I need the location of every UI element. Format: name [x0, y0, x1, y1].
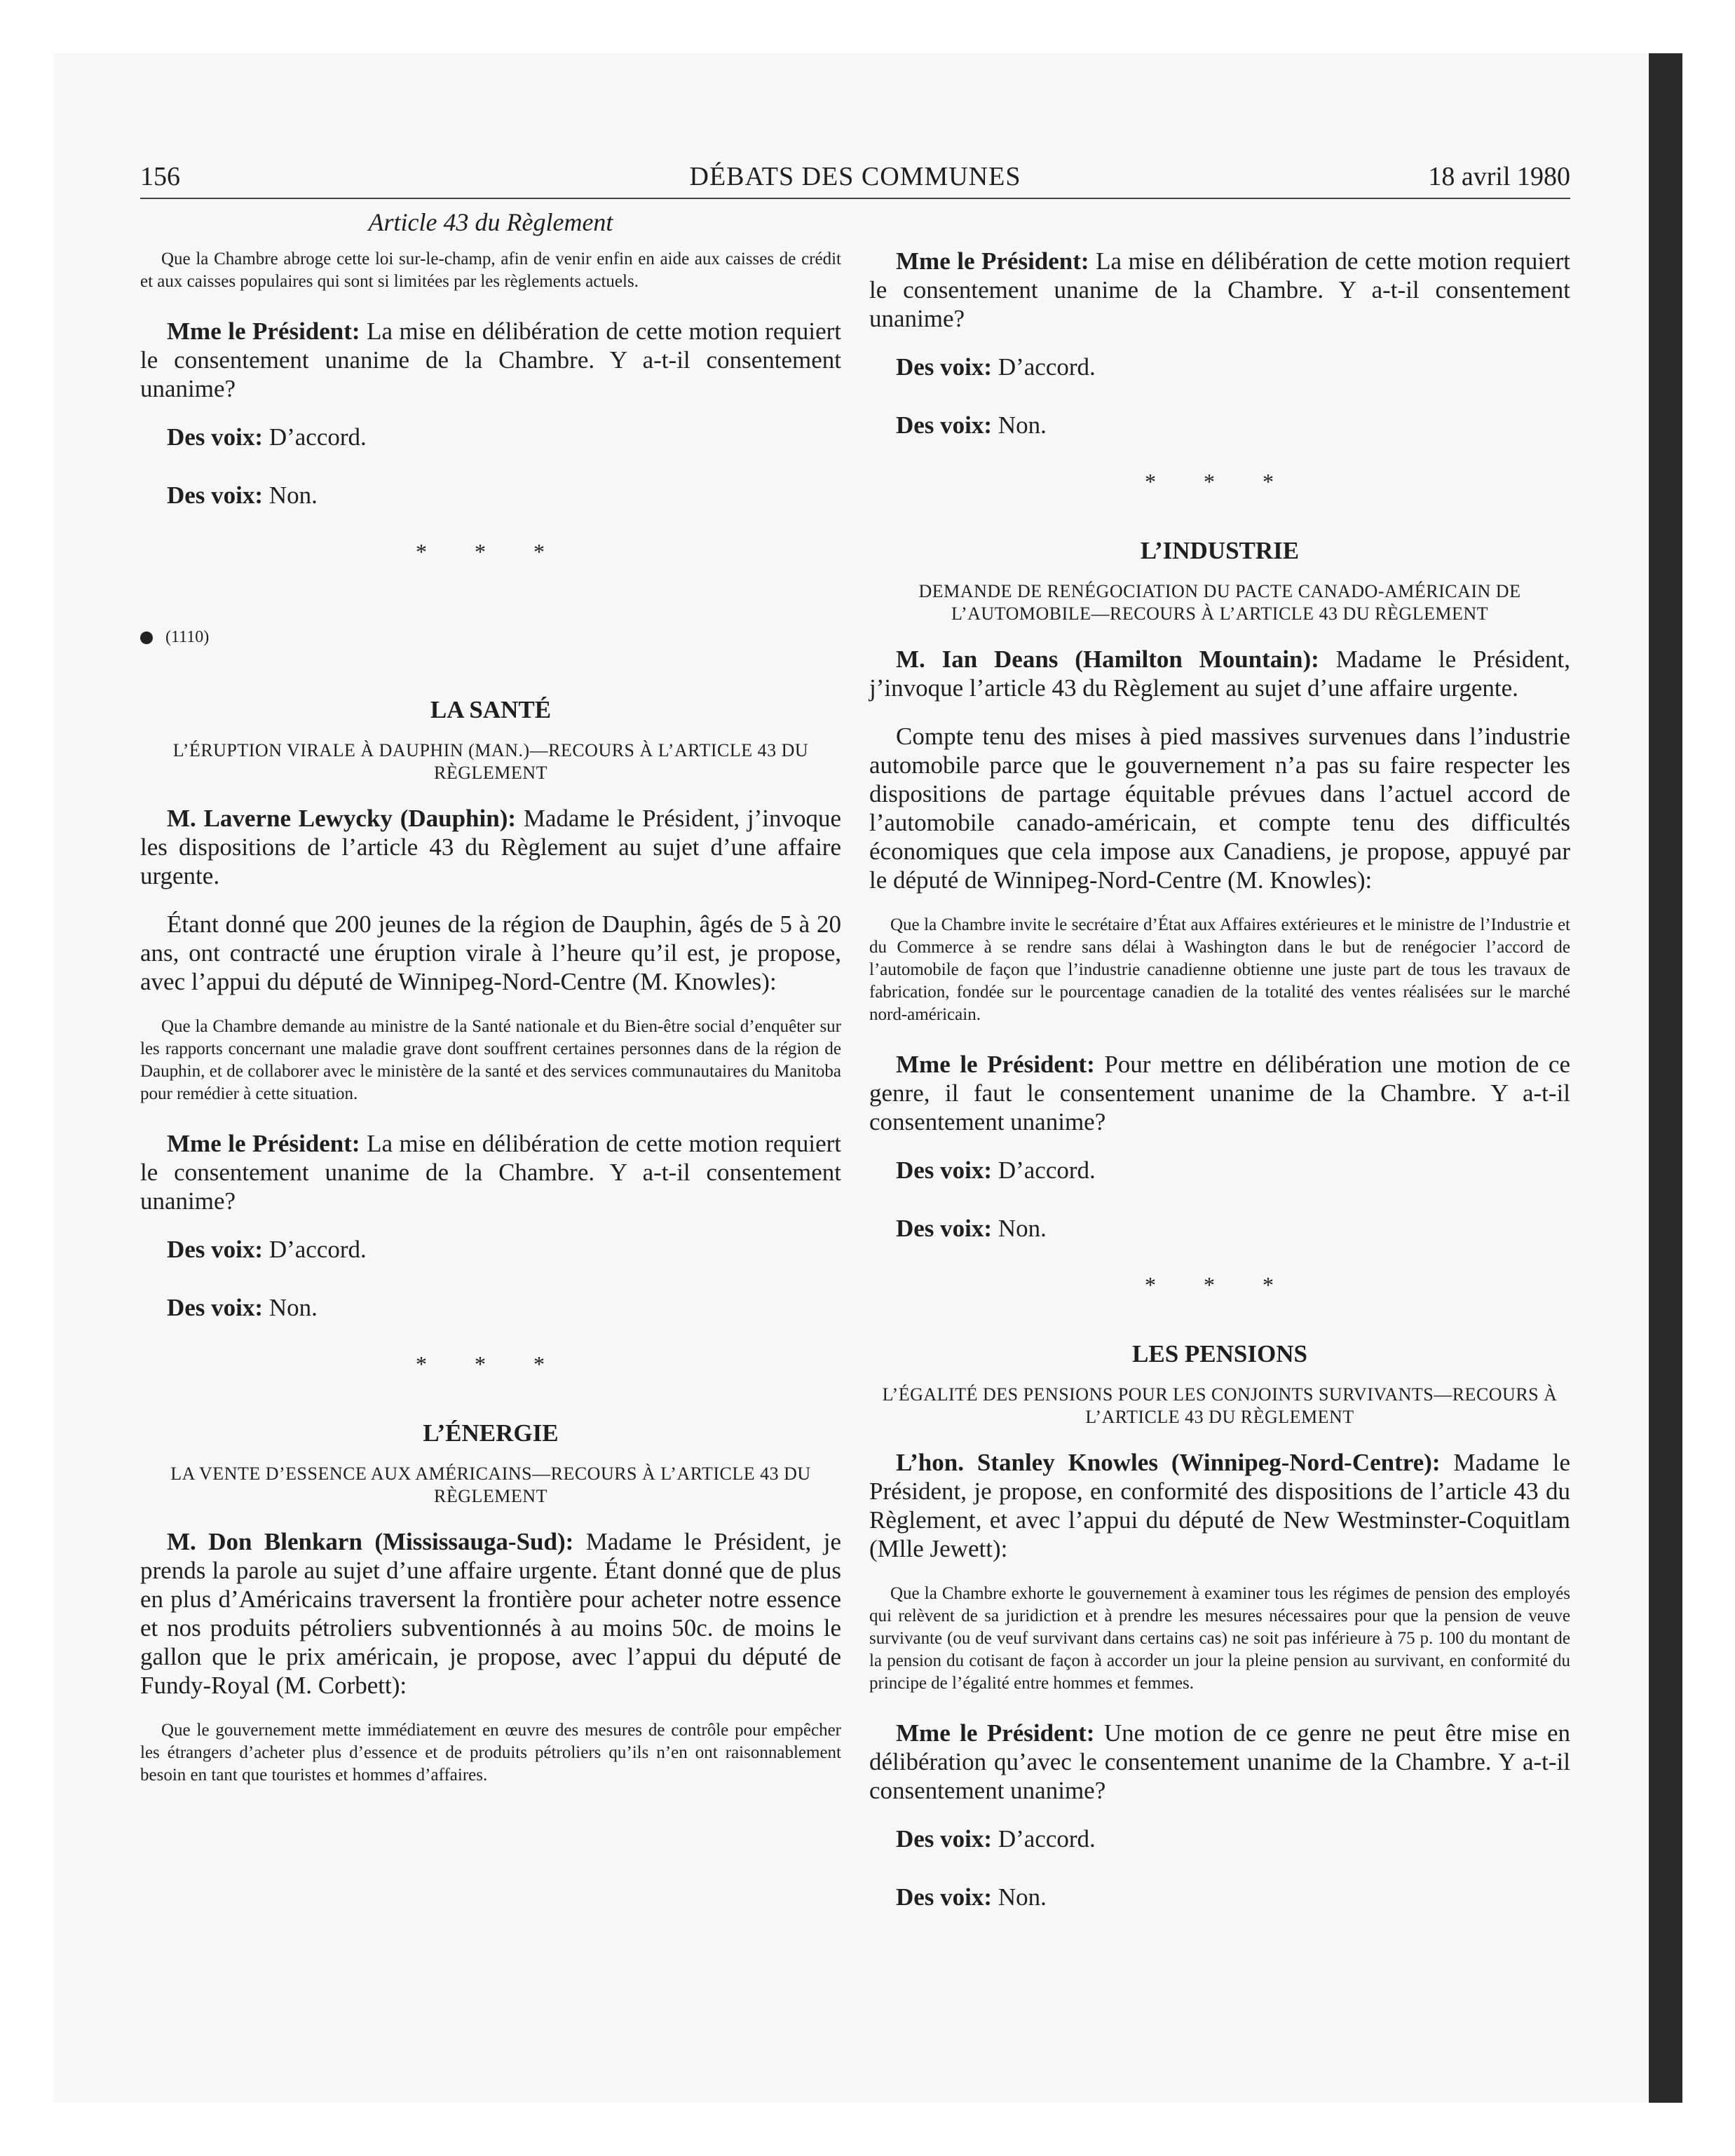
- speech-paragraph: [869, 645, 1570, 702]
- speech-text: La mise en délibération de cette motion requiert le consentement unanime de la Chambre. Y a-t-il consentement unanime?: [869, 247, 1571, 332]
- speaker-name: Des voix:: [167, 482, 264, 509]
- speaker-name: M. Laverne Lewycky (Dauphin):: [167, 805, 517, 832]
- section-subheading: L’ÉGALITÉ DES PENSIONS POUR LES CONJOINTS SURVIVANTS—RECOURS À L’ARTICLE 43 DU RÈGLEMENT: [882, 1384, 1558, 1427]
- speaker-name: Des voix:: [896, 1157, 993, 1184]
- speaker-name: Mme le Président:: [167, 318, 360, 345]
- voices-text: Non.: [268, 482, 318, 509]
- speaker-name: L’hon. Stanley Knowles (Winnipeg-Nord-Centre):: [896, 1449, 1441, 1476]
- page-date: 18 avril 1980: [1428, 162, 1570, 191]
- voices-line: [869, 1214, 1570, 1243]
- speech-text: La mise en délibération de cette motion requiert le consentement unanime de la Chambre. Y a-t-il consentement unanime?: [140, 318, 842, 402]
- voices-line: [869, 1824, 1570, 1853]
- speaker-name: Des voix:: [167, 1236, 264, 1263]
- section-heading: L’INDUSTRIE: [1140, 537, 1300, 564]
- speaker-name: Des voix:: [896, 1883, 993, 1911]
- speaker-name: Des voix:: [896, 411, 993, 439]
- timestamp: [140, 628, 841, 647]
- speaker-name: Des voix:: [167, 1294, 264, 1321]
- speaker-name: Des voix:: [896, 353, 993, 381]
- section-subheading: DEMANDE DE RENÉGOCIATION DU PACTE CANADO-AMÉRICAIN DE L’AUTOMOBILE—RECOURS À L’ARTICLE 43 DU RÈGLEMENT: [918, 581, 1521, 624]
- right-column: [869, 207, 1570, 1941]
- voices-text: D’accord.: [998, 1157, 1096, 1184]
- speaker-name: Des voix:: [896, 1825, 993, 1853]
- speaker-name: Mme le Président:: [896, 1719, 1095, 1747]
- motion-text: Que la Chambre demande au ministre de la Santé nationale et du Bien-être social d’enquêter sur les rapports concernant une maladie grave dont souffrent certaines personnes dans de la région de Dauphin, et de collaborer avec le ministère de la santé et des services communautaires du Manitoba pour remédier à cette situation.: [140, 1017, 841, 1103]
- section-heading: LA SANTÉ: [430, 696, 552, 723]
- binding-edge: [1649, 53, 1682, 2103]
- speech-text: Madame le Président, j’invoque les dispositions de l’article 43 du Règlement au sujet d’une affaire urgente.: [140, 805, 842, 889]
- voices-line: [140, 423, 841, 451]
- speech-text: Madame le Président, je prends la parole au sujet d’une affaire urgente. Étant donné que de plus en plus d’Américains traversent la frontière pour acheter notre essence et nos produits pétroliers subventionnés à au moins 50c. de moins le gallon que le prix américain, je propose, avec l’appui du député de Fundy-Royal (M. Corbett):: [140, 1528, 841, 1699]
- voices-text: Non.: [998, 1883, 1047, 1911]
- speech-paragraph: [869, 1719, 1570, 1805]
- section-subheading: L’ÉRUPTION VIRALE À DAUPHIN (MAN.)—RECOURS À L’ARTICLE 43 DU RÈGLEMENT: [172, 740, 809, 783]
- speech-paragraph: Compte tenu des mises à pied massives survenues dans l’industrie automobile parce que le gouvernement n’a pas su faire respecter les dispositions de partage équitable prévues dans l’actuel accord de l’automobile canado-américain, et compte tenu des difficultés économiques que cela impose aux Canadiens, je propose, appuyé par le député de Winnipeg-Nord-Centre (M. Knowles):: [869, 723, 1570, 894]
- speaker-name: Mme le Président:: [896, 1051, 1095, 1078]
- voices-line: [869, 411, 1570, 439]
- voices-text: D’accord.: [998, 1825, 1096, 1853]
- voices-text: D’accord.: [998, 353, 1096, 381]
- rule-title: Article 43 du Règlement: [368, 208, 613, 236]
- speech-text: La mise en délibération de cette motion requiert le consentement unanime de la Chambre. Y a-t-il consentement unanime?: [140, 1130, 842, 1215]
- voices-line: [140, 481, 841, 510]
- motion-text: Que la Chambre invite le secrétaire d’État aux Affaires extérieures et le ministre de l’Industrie et du Commerce à se rendre sans délai à Washington dans le but de renégocier l’accord de l’automobile de façon que l’industrie canadienne obtienne une juste part de tous les travaux de fabrication, fondée sur le pourcentage canadien de la totalité des ventes réalisées sur le marché nord-américain.: [869, 915, 1570, 1024]
- section-subheading: LA VENTE D’ESSENCE AUX AMÉRICAINS—RECOURS À L’ARTICLE 43 DU RÈGLEMENT: [170, 1464, 811, 1506]
- page-number: 156: [140, 162, 180, 191]
- voices-line: [869, 1156, 1570, 1185]
- section-heading: L’ÉNERGIE: [423, 1419, 559, 1447]
- section-separator: * * *: [1145, 1272, 1295, 1297]
- section-separator: * * *: [1145, 469, 1295, 494]
- speech-paragraph: [140, 1527, 841, 1700]
- motion-text: Que la Chambre abroge cette loi sur-le-champ, afin de venir enfin en aide aux caisses de crédit et aux caisses populaires qui sont si limitées par les règlements actuels.: [140, 250, 841, 291]
- page-header: [140, 158, 1570, 199]
- speaker-name: Mme le Président:: [167, 1130, 360, 1157]
- speech-paragraph: [140, 1129, 841, 1215]
- publication-title: DÉBATS DES COMMUNES: [689, 162, 1021, 191]
- speech-paragraph: [140, 317, 841, 403]
- motion-text: Que le gouvernement mette immédiatement en œuvre des mesures de contrôle pour empêcher les étrangers d’acheter plus d’essence et de produits pétroliers qu’ils n’en ont raisonnablement besoin en tant que touristes et hommes d’affaires.: [140, 1721, 841, 1785]
- voices-text: D’accord.: [268, 423, 367, 451]
- section-heading: LES PENSIONS: [1132, 1340, 1307, 1367]
- speaker-name: M. Don Blenkarn (Mississauga-Sud):: [167, 1528, 574, 1555]
- voices-line: [869, 1883, 1570, 1911]
- voices-text: D’accord.: [268, 1236, 367, 1263]
- speaker-name: M. Ian Deans (Hamilton Mountain):: [896, 646, 1319, 673]
- speech-paragraph: [869, 247, 1570, 333]
- voices-line: [140, 1293, 841, 1322]
- section-separator: * * *: [416, 539, 566, 564]
- voices-text: Non.: [268, 1294, 318, 1321]
- speech-text: Madame le Président, je propose, en conformité des dispositions de l’article 43 du Règlement, et avec l’appui du député de New Westminster-Coquitlam (Mlle Jewett):: [869, 1449, 1570, 1562]
- speaker-name: Des voix:: [896, 1215, 993, 1242]
- bullet-icon: [140, 632, 153, 644]
- speech-paragraph: [869, 1448, 1570, 1563]
- speech-paragraph: [140, 804, 841, 890]
- left-column: [140, 207, 841, 1810]
- speech-paragraph: Étant donné que 200 jeunes de la région de Dauphin, âgés de 5 à 20 ans, ont contracté une éruption virale à l’heure qu’il est, je propose, avec l’appui du député de Winnipeg-Nord-Centre (M. Knowles):: [140, 910, 841, 995]
- speech-text: Madame le Président, j’invoque l’article 43 du Règlement au sujet d’une affaire urgente.: [869, 646, 1570, 702]
- section-separator: * * *: [416, 1351, 566, 1377]
- voices-line: [869, 353, 1570, 381]
- voices-text: Non.: [998, 411, 1047, 439]
- voices-text: Non.: [998, 1215, 1047, 1242]
- speaker-name: Mme le Président:: [896, 247, 1089, 275]
- timestamp-text: (1110): [165, 628, 210, 646]
- motion-text: Que la Chambre exhorte le gouvernement à examiner tous les régimes de pension des employés qui relèvent de sa juridiction et à prendre les mesures nécessaires pour que la pension de veuve survivante (ou de veuf survivant dans certains cas) ne soit pas inférieure à 75 p. 100 du montant de la pension du cotisant de façon à accorder un jour la pleine pension au survivant, en conformité du principe de l’égalité entre hommes et femmes.: [869, 1584, 1570, 1693]
- speaker-name: Des voix:: [167, 423, 264, 451]
- voices-line: [140, 1235, 841, 1264]
- speech-paragraph: [869, 1050, 1570, 1136]
- speech-text: Pour mettre en délibération une motion de ce genre, il faut le consentement unanime de la Chambre. Y a-t-il consentement unanime?: [869, 1051, 1570, 1135]
- speech-text: Une motion de ce genre ne peut être mise en délibération qu’avec le consentement unanime de la Chambre. Y a-t-il consentement unanime?: [869, 1719, 1570, 1804]
